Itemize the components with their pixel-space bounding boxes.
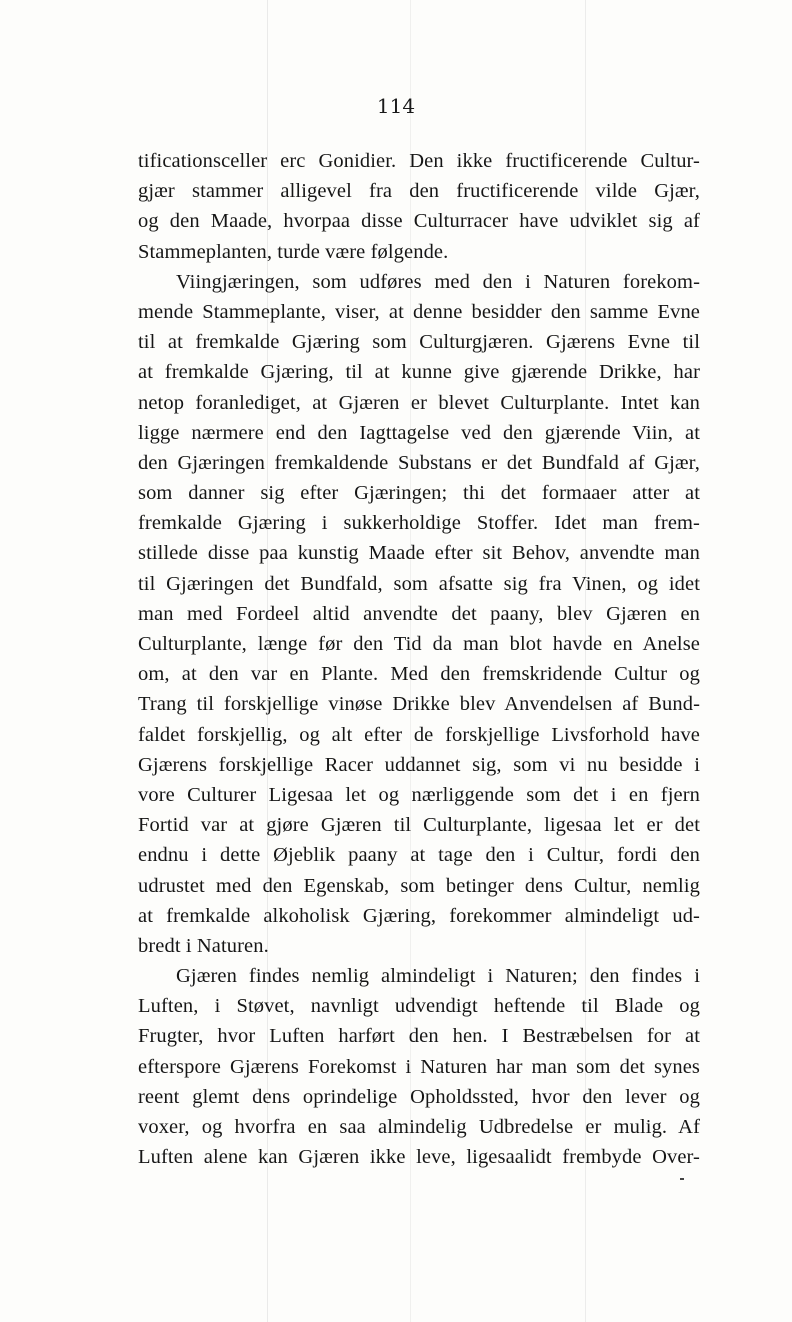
text-line: Culturplante, længe før den Tid da man blot havde en Anelse — [138, 633, 700, 655]
text-line: som danner sig efter Gjæringen; thi det formaaer atter at — [138, 482, 700, 505]
text-line: Luften alene kan Gjæren ikke leve, ligesaalidt frembyde Over- — [138, 1146, 700, 1169]
text-line: Viingjæringen, som udføres med den i Naturen forekom- — [176, 270, 700, 293]
text-line: netop foranlediget, at Gjæren er blevet Culturplante. Intet kan — [138, 391, 700, 414]
text-line: ligge nærmere end den Iagttagelse ved den gjærende Viin, at — [138, 421, 700, 444]
text-line: den Gjæringen fremkaldende Substans er det Bundfald af Gjær, — [138, 451, 700, 474]
text-line: tificationsceller erc Gonidier. Den ikke fructificerende Cultur- — [138, 150, 700, 172]
text-line: og den Maade, hvorpaa disse Culturracer have udviklet sig af — [138, 210, 700, 233]
text-line: Gjæren findes nemlig almindeligt i Naturen; den findes i — [176, 965, 700, 988]
text-line: stillede disse paa kunstig Maade efter sit Behov, anvendte man — [138, 542, 700, 565]
text-line: Stammeplanten, turde være følgende. — [138, 240, 449, 263]
text-line: til Gjæringen det Bundfald, som afsatte sig fra Vinen, og idet — [138, 572, 700, 595]
text-line: til at fremkalde Gjæring som Culturgjæren. Gjærens Evne til — [138, 331, 700, 354]
text-line: faldet forskjellig, og alt efter de forskjellige Livsforhold have — [138, 723, 700, 746]
paragraph — [138, 267, 700, 961]
text-line: Fortid var at gjøre Gjæren til Culturplante, ligesaa let er det — [138, 814, 700, 837]
text-line: at fremkalde Gjæring, til at kunne give gjærende Drikke, har — [138, 361, 700, 384]
text-line: efterspore Gjærens Forekomst i Naturen har man som det synes — [138, 1055, 700, 1078]
text-line: Gjærens forskjellige Racer uddannet sig, som vi nu besidde i — [138, 753, 700, 776]
paragraph — [138, 146, 700, 267]
text-line: om, at den var en Plante. Med den fremskridende Cultur og — [138, 663, 700, 686]
text-line: gjær stammer alligevel fra den fructificerende vilde Gjær, — [138, 180, 700, 203]
paragraph — [138, 961, 700, 1172]
text-line: vore Culturer Ligesaa let og nærliggende som det i en fjern — [138, 783, 700, 806]
text-line: udrustet med den Egenskab, som betinger dens Cultur, nemlig — [138, 874, 700, 897]
text-line: voxer, og hvorfra en saa almindelig Udbredelse er mulig. Af — [138, 1116, 700, 1138]
text-line: Luften, i Støvet, navnligt udvendigt heftende til Blade og — [138, 995, 700, 1018]
page-number: 114 — [376, 94, 416, 118]
text-line: Frugter, hvor Luften harført den hen. I Bestræbelsen for at — [138, 1025, 700, 1048]
text-line: bredt i Naturen. — [138, 934, 269, 957]
text-line: endnu i dette Øjeblik paany at tage den i Cultur, fordi den — [138, 844, 700, 867]
print-speck — [680, 1178, 684, 1180]
text-line: at fremkalde alkoholisk Gjæring, forekommer almindeligt ud- — [138, 904, 700, 927]
text-line: reent glemt dens oprindelige Opholdssted, hvor den lever og — [138, 1085, 700, 1108]
text-line: fremkalde Gjæring i sukkerholdige Stoffer. Idet man frem- — [138, 512, 700, 535]
text-line: Trang til forskjellige vinøse Drikke blev Anvendelsen af Bund- — [138, 693, 700, 716]
text-line: man med Fordeel altid anvendte det paany, blev Gjæren en — [138, 602, 700, 625]
text-line: mende Stammeplante, viser, at denne besidder den samme Evne — [138, 300, 700, 323]
body-text — [138, 146, 700, 1172]
